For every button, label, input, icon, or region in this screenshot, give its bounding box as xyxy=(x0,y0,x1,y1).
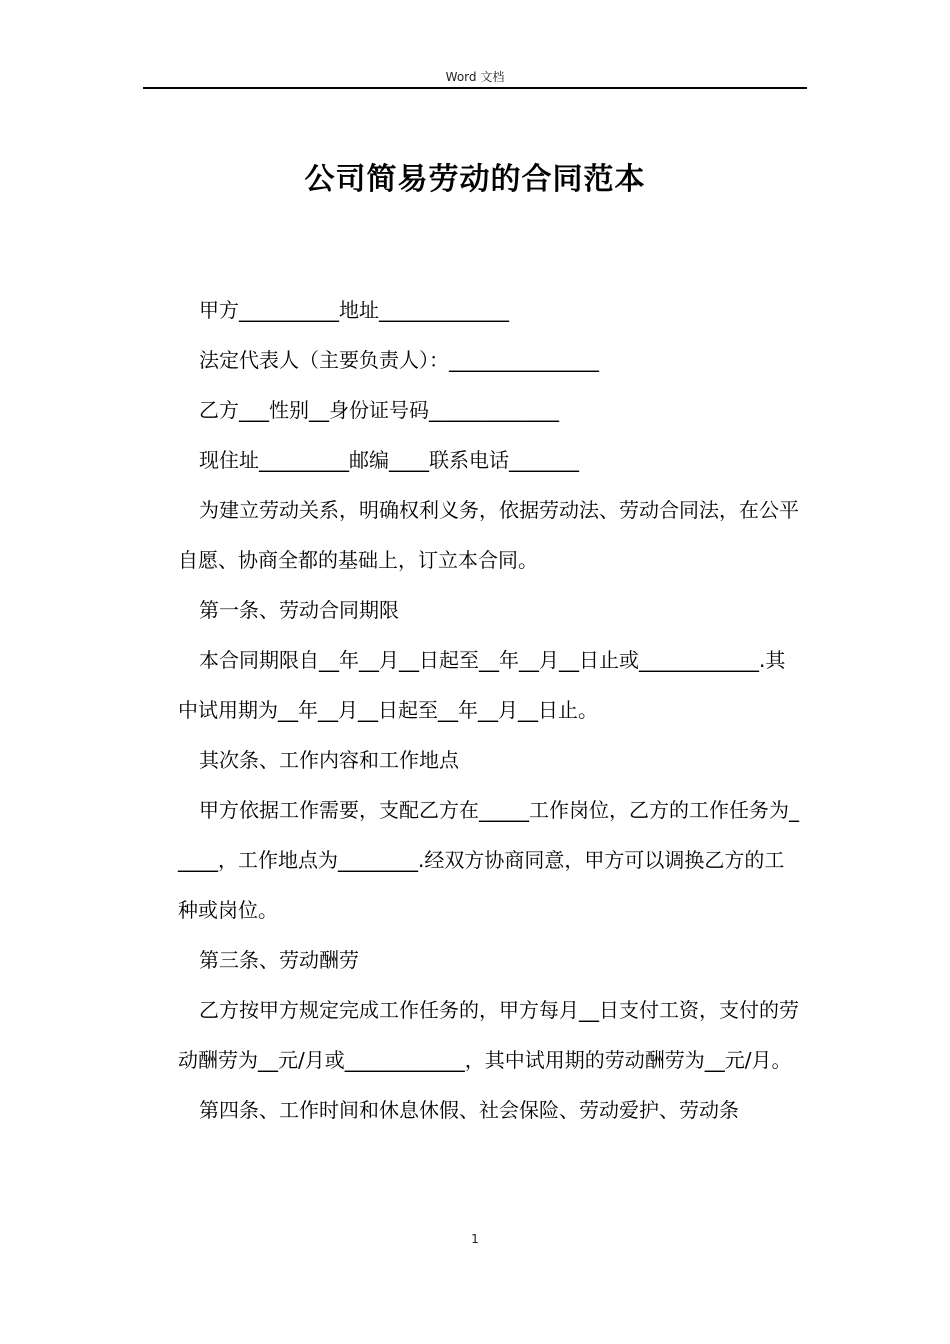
page-number: 1 xyxy=(471,1232,479,1246)
address-line: 现住址_________邮编____联系电话_______ xyxy=(199,448,579,472)
page-header: Word 文档 xyxy=(445,70,505,84)
document-body xyxy=(178,285,802,1135)
party-b-line: 乙方___性别__身份证号码_____________ xyxy=(199,398,559,422)
preamble-paragraph: 为建立劳动关系，明确权利义务，依据劳动法、劳动合同法，在公平自愿、协商全都的基础上，订立本合同。 xyxy=(178,498,799,572)
article-2-paragraph: 甲方依据工作需要，支配乙方在_____工作岗位，乙方的工作任务为_____，工作地点为________.经双方协商同意，甲方可以调换乙方的工种或岗位。 xyxy=(178,798,799,922)
article-3-heading: 第三条、劳动酬劳 xyxy=(199,948,359,972)
article-2-heading: 其次条、工作内容和工作地点 xyxy=(199,748,459,772)
party-a-line: 甲方__________地址_____________ xyxy=(199,298,509,322)
legal-representative-line: 法定代表人（主要负责人）：_______________ xyxy=(199,348,599,372)
article-1-heading: 第一条、劳动合同期限 xyxy=(199,598,399,622)
header-divider xyxy=(143,87,807,89)
article-4-heading: 第四条、工作时间和休息休假、社会保险、劳动爱护、劳动条 xyxy=(199,1098,739,1122)
article-3-paragraph: 乙方按甲方规定完成工作任务的，甲方每月__日支付工资，支付的劳动酬劳为__元/月或____________，其中试用期的劳动酬劳为__元/月。 xyxy=(178,998,799,1072)
document-title: 公司简易劳动的合同范本 xyxy=(304,162,646,197)
article-1-paragraph: 本合同期限自__年__月__日起至__年__月__日止或____________.其中试用期为__年__月__日起至__年__月__日止。 xyxy=(178,648,786,722)
